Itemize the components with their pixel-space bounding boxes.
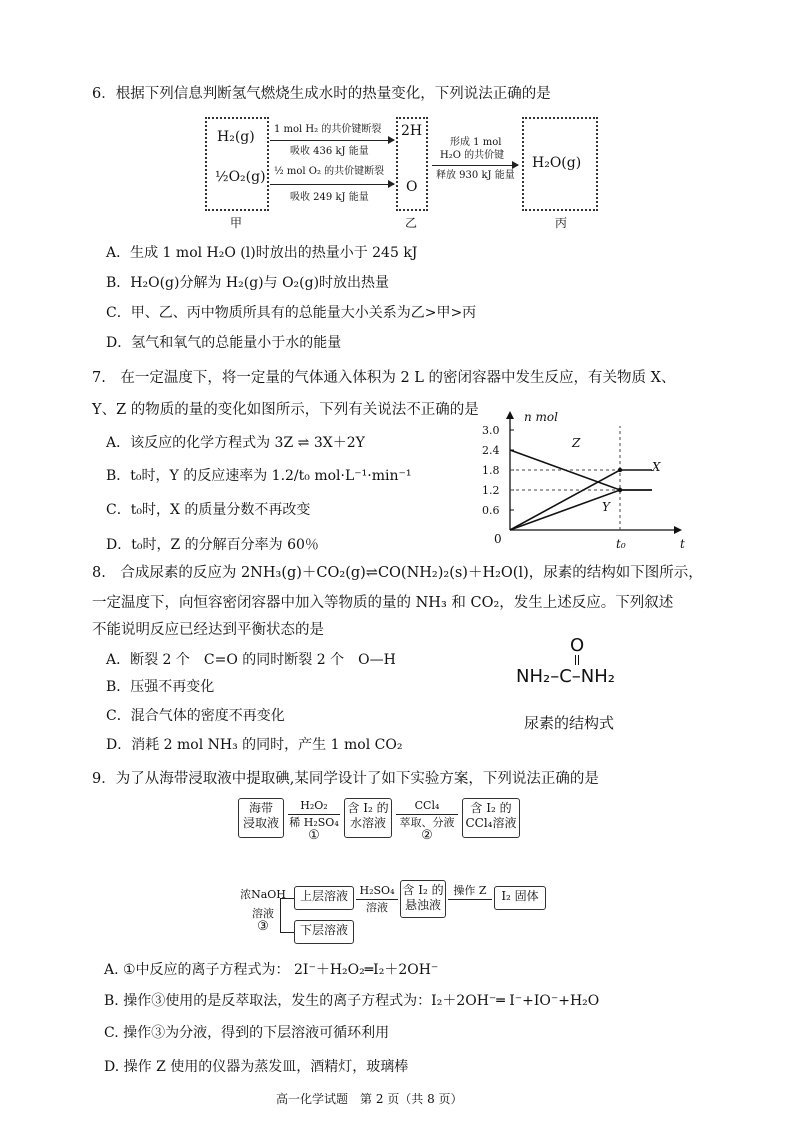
box-jia <box>205 117 269 211</box>
box-jia-o2: ½O₂(g) <box>215 169 266 185</box>
series-line-y <box>510 490 652 530</box>
flow-box-suspension: 含 I₂ 的 悬浊液 <box>400 880 446 918</box>
q8-option-d: D．消耗 2 mol NH₃ 的同时，产生 1 mol CO₂ <box>106 737 403 753</box>
arrow1-line <box>270 140 394 141</box>
q7-stem-line2: Y、Z 的物质的量的变化如图所示，下列有关说法不正确的是 <box>92 402 479 418</box>
flow-step4: H₂SO₄ 溶液 <box>356 884 398 914</box>
q7-option-c: C．t₀时，X 的质量分数不再改变 <box>106 502 311 518</box>
arrow3-line <box>432 165 518 166</box>
flow-step2: CCl₄ 萃取、分液 ② <box>396 799 458 842</box>
arrow3-head-icon <box>512 161 519 169</box>
flow-box-kelp-extract: 海带 浸取液 <box>238 798 284 838</box>
series-label-x: X <box>652 460 661 474</box>
y-tick-label: 0.6 <box>482 504 500 517</box>
arrow3-line3: 释放 930 kJ 能量 <box>436 170 515 181</box>
q9-stem: 9．为了从海带浸取液中提取碘,某同学设计了如下实验方案，下列说法正确的是 <box>92 771 599 787</box>
q8-stem-line1: 8. 合成尿素的反应为 2NH₃(g)＋CO₂(g)⇌CO(NH₂)₂(s)＋H₂O(l)，尿素的结构如下图所示， <box>92 565 703 581</box>
flow-step1: H₂O₂ 稀 H₂SO₄ ① <box>289 799 339 843</box>
series-label-y: Y <box>602 500 610 514</box>
q6-option-d: D．氢气和氧气的总能量小于水的能量 <box>106 335 342 351</box>
q9-option-d: D. 操作 Z 使用的仪器为蒸发皿，酒精灯，玻璃棒 <box>104 1059 409 1075</box>
q8-stem-line3: 不能说明反应已经达到平衡状态的是 <box>92 622 324 638</box>
arrow3-line1: 形成 1 mol <box>450 137 502 148</box>
x-axis-label: t <box>680 537 685 551</box>
q8-option-a: A．断裂 2 个 C=O 的同时断裂 2 个 O—H <box>106 652 396 668</box>
y-tick-label: 1.8 <box>482 464 500 477</box>
arrow3-line2: H₂O 的共价键 <box>440 150 505 161</box>
label-jia: 甲 <box>230 216 243 230</box>
q8-option-b: B．压强不再变化 <box>106 679 215 695</box>
point-x <box>618 468 622 472</box>
y-tick-label: 3.0 <box>482 424 500 437</box>
flow-reagent3: 浓NaOH 溶液 ③ <box>240 888 286 934</box>
arrow2-line <box>270 184 394 185</box>
series-label-z: Z <box>572 436 581 450</box>
flow-box-upper: 上层溶液 <box>294 886 354 910</box>
flow-branch-bottom <box>280 932 294 933</box>
q9-option-c: C. 操作③为分液，得到的下层溶液可循环利用 <box>104 1025 390 1041</box>
q6-option-c: C．甲、乙、丙中物质所具有的总能量大小关系为乙>甲>丙 <box>106 305 477 321</box>
flow-step-z: 操作 Z <box>448 884 492 900</box>
arrow1-bottom: 吸收 436 kJ 能量 <box>290 146 369 157</box>
y-axis-arrow-icon <box>506 411 514 419</box>
y-axis-label: n mol <box>524 410 558 424</box>
q6-option-a: A．生成 1 mol H₂O (l)时放出的热量小于 245 kJ <box>106 245 418 261</box>
flow-box-iodine-ccl4: 含 I₂ 的 CCl₄溶液 <box>462 798 520 838</box>
flow-box-iodine-solid: I₂ 固体 <box>494 886 546 910</box>
series-line-x <box>510 470 652 530</box>
q7-stem-line1: 7. 在一定温度下，将一定量的气体通入体积为 2 L 的密闭容器中发生反应，有关物质 X、 <box>92 370 676 386</box>
q9-option-a: A. ①中反应的离子方程式为： 2I⁻＋H₂O₂═I₂＋2OH⁻ <box>104 962 439 978</box>
arrow1-head-icon <box>388 136 395 144</box>
q8-stem-line2: 一定温度下，向恒容密闭容器中加入等物质的量的 NH₃ 和 CO₂，发生上述反应。下列叙述 <box>92 595 674 611</box>
urea-formula: NH₂–C–NH₂ <box>516 666 615 687</box>
box-jia-h2: H₂(g) <box>217 129 255 145</box>
box-bing-h2o: H₂O(g) <box>532 155 582 171</box>
box-yi-2h: 2H <box>401 123 423 139</box>
q7-option-d: D．t₀时，Z 的分解百分率为 60％ <box>106 537 319 553</box>
urea-double-bond <box>575 655 579 665</box>
q7-chart <box>480 405 690 555</box>
label-yi: 乙 <box>405 216 418 230</box>
t0-label: t₀ <box>616 537 626 551</box>
q8-option-c: C．混合气体的密度不再变化 <box>106 708 285 724</box>
urea-caption: 尿素的结构式 <box>524 714 615 732</box>
urea-oxygen: O <box>570 635 585 656</box>
y-tick-label: 1.2 <box>482 484 500 497</box>
arrow2-bottom: 吸收 249 kJ 能量 <box>290 192 369 203</box>
box-yi <box>396 117 428 211</box>
flow-box-iodine-aqueous: 含 I₂ 的 水溶液 <box>344 798 392 838</box>
q7-option-a: A．该反应的化学方程式为 3Z ⇌ 3X＋2Y <box>106 435 365 451</box>
origin-label: 0 <box>494 532 502 546</box>
arrow2-top: ½ mol O₂ 的共价键断裂 <box>274 166 385 177</box>
box-bing <box>522 117 598 211</box>
q9-option-b: B. 操作③使用的是反萃取法，发生的离子方程式为：I₂＋2OH⁻═ I⁻+IO⁻+H₂O <box>104 993 600 1009</box>
flow-branch-vertical <box>280 898 281 932</box>
point-y <box>618 488 622 492</box>
q7-option-b: B．t₀时，Y 的反应速率为 1.2/t₀ mol·L⁻¹·min⁻¹ <box>106 468 412 484</box>
x-axis-arrow-icon <box>674 526 682 534</box>
y-tick-label: 2.4 <box>482 444 500 457</box>
page-footer: 高一化学试题 第 2 页（共 8 页） <box>276 1092 463 1106</box>
flow-branch-top <box>280 898 294 899</box>
arrow1-top: 1 mol H₂ 的共价键断裂 <box>274 124 382 135</box>
flow-box-lower: 下层溶液 <box>294 920 354 944</box>
q6-option-b: B．H₂O(g)分解为 H₂(g)与 O₂(g)时放出热量 <box>106 275 390 291</box>
q6-stem: 6．根据下列信息判断氢气燃烧生成水时的热量变化，下列说法正确的是 <box>92 86 551 102</box>
label-bing: 丙 <box>555 216 568 230</box>
arrow2-head-icon <box>388 180 395 188</box>
box-yi-o: O <box>406 179 418 195</box>
